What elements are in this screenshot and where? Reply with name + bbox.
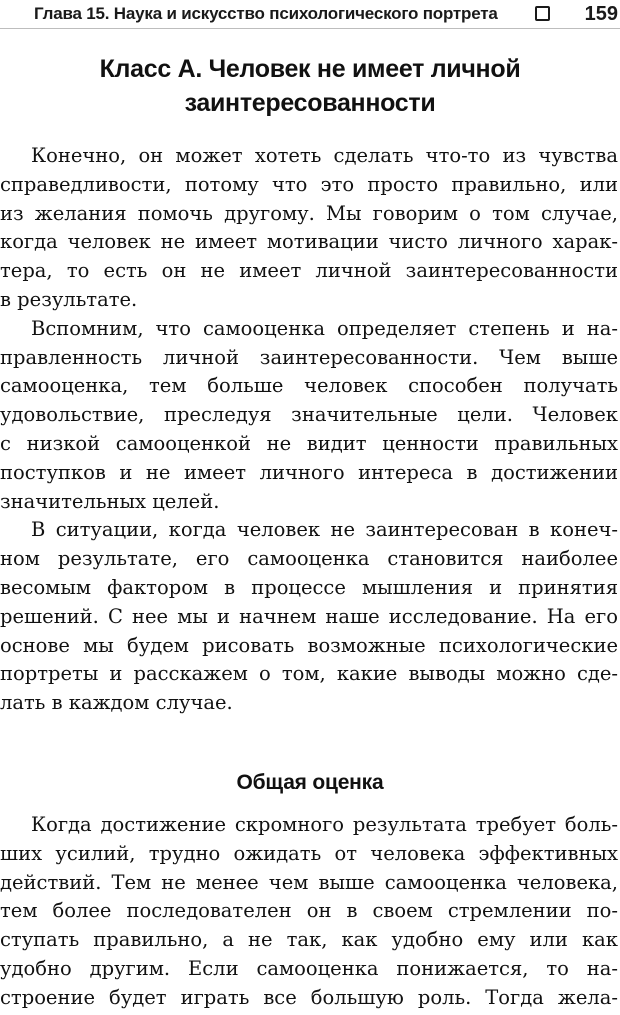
text-line: справедливости, потому что это просто правильно, или xyxy=(0,172,618,196)
text-line: Конечно, он может хотеть сделать что-то из чувства xyxy=(31,144,618,167)
subheading: Общая оценка xyxy=(236,771,384,794)
text-line: значительных целей. xyxy=(0,489,220,513)
body-text-section-2 xyxy=(0,811,618,1013)
page-number: 159 xyxy=(584,3,618,25)
text-line: в результате. xyxy=(0,287,138,311)
text-line: решений. С нее мы и начнем наше исследование. На его xyxy=(0,604,618,628)
text-line: ступать правильно, а не так, как удобно ему или как xyxy=(0,928,618,952)
section-heading-line-2: заинтересованности xyxy=(184,89,436,117)
text-line: действий. Тем не менее чем выше самооценка человека, xyxy=(0,870,618,894)
text-line: строение будет играть все большую роль. Тогда жела- xyxy=(0,985,618,1009)
text-line: самооценка, тем больше человек способен получать xyxy=(0,374,618,398)
running-header xyxy=(0,0,620,29)
text-line: тем более последователен он в своем стремлении по- xyxy=(0,899,618,923)
text-line: ном результате, его самооценка становится наиболее xyxy=(0,547,618,571)
text-line: весомым фактором в процессе мышления и принятия xyxy=(0,575,618,599)
text-line: В ситуации, когда человек не заинтересован в конеч- xyxy=(31,518,618,542)
paragraph-1 xyxy=(0,142,618,315)
paragraph-3 xyxy=(0,516,618,718)
text-line: основе мы будем рисовать возможные психологические xyxy=(0,633,618,657)
paragraph-2 xyxy=(0,315,618,517)
text-line: поступков и не имеет личного интереса в достижении xyxy=(0,460,618,484)
body-text-section-1 xyxy=(0,142,618,718)
text-line: портреты и расскажем о том, какие выводы можно сде- xyxy=(0,662,618,686)
paragraph-4 xyxy=(0,811,618,1013)
text-line: тера, то есть он не имеет личной заинтересованности xyxy=(0,259,618,283)
section-heading-line-1: Класс А. Человек не имеет личной xyxy=(99,55,521,83)
text-line: лать в каждом случае. xyxy=(0,691,233,715)
text-line: из желания помочь другому. Мы говорим о том случае, xyxy=(0,201,618,225)
text-line: с низкой самооценкой не видит ценности правильных xyxy=(0,431,618,455)
section-heading xyxy=(0,52,620,120)
text-line: правленность личной заинтересованности. Чем выше xyxy=(0,345,618,369)
text-line: Когда достижение скромного результата требует боль- xyxy=(31,813,618,836)
text-line: удовольствие, преследуя значительные цели. Человек xyxy=(0,403,618,427)
checkbox-square-icon xyxy=(535,6,550,21)
text-line: ших усилий, трудно ожидать от человека эффективных xyxy=(0,841,618,865)
text-line: Вспомним, что самооценка определяет степень и на- xyxy=(31,316,618,340)
text-line: когда человек не имеет мотивации чисто личного харак- xyxy=(0,230,618,254)
chapter-title: Глава 15. Наука и искусство психологического портрета xyxy=(34,4,498,23)
text-line: удобно другим. Если самооценка понижается, то на- xyxy=(0,956,618,980)
